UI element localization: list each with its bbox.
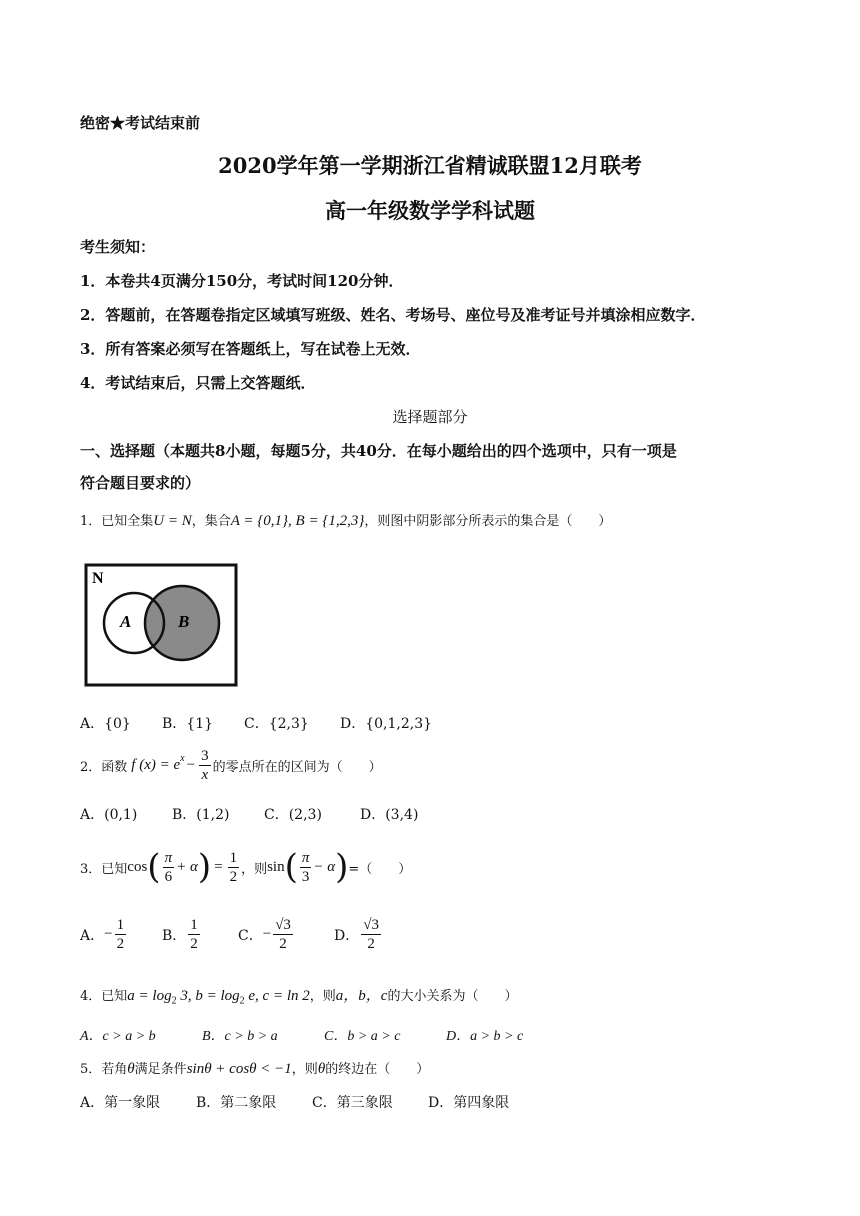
denominator: 2: [116, 936, 125, 952]
question-text: ，则: [309, 989, 336, 1004]
option-c: C．{2,3}: [244, 716, 309, 732]
denominator: 2: [229, 868, 238, 885]
option-d: D．a > b > c: [446, 1029, 524, 1044]
question-number: 1．: [80, 514, 102, 529]
theta-symbol: θ: [317, 1061, 326, 1077]
fraction: [300, 849, 312, 886]
question-4: [80, 984, 517, 1007]
question-text: 若角: [101, 1062, 128, 1077]
option-c: C．第三象限: [312, 1095, 393, 1111]
log-base: 2: [171, 995, 177, 1007]
numerator: π: [164, 849, 173, 866]
sign: −: [104, 926, 113, 942]
denominator: 2: [279, 936, 287, 952]
fraction: [188, 916, 200, 953]
question-text: ，则: [291, 1062, 318, 1077]
math-expression: A = {0,1}, B = {1,2,3}: [230, 513, 365, 529]
universe-label: N: [92, 570, 104, 587]
variables: a，b，c: [335, 988, 388, 1004]
option-b: [162, 916, 238, 953]
notice-item-4: 4．考试结束后，只需上交答题纸．: [80, 374, 316, 392]
option-d: D．(3,4): [360, 807, 419, 823]
question-text: 已知: [101, 861, 128, 877]
question-number: 3．: [80, 861, 102, 877]
option-a: [80, 916, 162, 953]
option-d: [334, 916, 383, 953]
question-text: 的大小关系为（ ）: [387, 989, 518, 1004]
option-d: D．{0,1,2,3}: [340, 716, 433, 732]
question-3: [80, 847, 411, 887]
cos-function: cos: [127, 858, 148, 875]
option-a: A．第一象限: [80, 1095, 161, 1111]
question-1: [80, 510, 611, 530]
option-b: B．{1}: [162, 716, 214, 732]
part-title: 选择题部分: [392, 408, 468, 426]
question-text: ，则: [241, 861, 268, 877]
denominator: 2: [190, 936, 198, 952]
math-expression: a = log: [127, 988, 172, 1004]
right-paren: ): [335, 847, 349, 887]
notice-item-2: 2．答题前，在答题卷指定区域填写班级、姓名、考场号、座位号及准考证号并填涂相应数字．: [80, 306, 706, 324]
numerator: π: [301, 849, 310, 866]
q5-options: [80, 1092, 509, 1112]
question-number: 2．: [80, 760, 102, 775]
exponent: x: [180, 753, 185, 764]
exam-subtitle: 高一年级数学学科试题: [325, 198, 535, 223]
math-expression: 3, b = log: [176, 988, 240, 1004]
section-instruction-line1: 一、选择题（本题共8小题，每题5分，共40分．在每小题给出的四个选项中，只有一项是: [80, 442, 677, 460]
minus-sign: −: [186, 757, 196, 773]
question-text: 已知: [101, 989, 128, 1004]
option-label: A．: [80, 927, 105, 944]
question-text: 的零点所在的区间为（ ）: [212, 760, 382, 775]
option-label: D．: [334, 927, 360, 944]
notice-item-1: 1．本卷共4页满分150分，考试时间120分钟．: [80, 272, 404, 290]
set-b-label: B: [178, 612, 190, 631]
q2-options: [80, 804, 418, 824]
denominator: 3: [301, 868, 310, 885]
question-text: 满足条件: [134, 1062, 187, 1077]
fraction: [115, 916, 127, 953]
fraction: [273, 916, 293, 953]
numerator: 1: [229, 849, 238, 866]
option-a: A．(0,1): [80, 807, 138, 823]
math-expression: sinθ + cosθ < −1: [186, 1061, 292, 1077]
question-number: 4．: [80, 989, 102, 1004]
math-expression: f (x) = e: [131, 757, 181, 773]
question-text: 已知全集: [101, 514, 154, 529]
math-expression: e, c = ln 2: [244, 988, 310, 1004]
exam-title: 2020学年第一学期浙江省精诚联盟12月联考: [218, 153, 642, 178]
option-a: A．c > a > b: [80, 1029, 156, 1044]
question-2: [80, 747, 382, 784]
denominator: x: [201, 767, 209, 783]
option-a: A．{0}: [80, 716, 131, 732]
fraction: [228, 849, 240, 886]
set-a-label: A: [120, 612, 132, 631]
math-expression: U = N: [153, 513, 192, 529]
question-text: 函数: [101, 760, 128, 775]
fraction: [361, 916, 381, 953]
question-text: 的终边在（ ）: [325, 1062, 430, 1077]
numerator: 1: [116, 917, 125, 933]
theta-symbol: θ: [127, 1061, 135, 1077]
question-number: 5．: [80, 1062, 102, 1077]
numerator: 3: [201, 748, 209, 764]
denominator: 6: [164, 868, 173, 885]
notice-heading: 考生须知：: [80, 238, 156, 256]
option-b: B．第二象限: [196, 1095, 277, 1111]
question-text: =（ ）: [348, 861, 412, 877]
left-paren: (: [147, 847, 161, 887]
log-base: 2: [239, 995, 245, 1007]
sin-function: sin: [267, 858, 285, 875]
math-expression: + α: [176, 858, 198, 875]
fraction: [163, 849, 175, 886]
sign: −: [262, 926, 272, 942]
question-text: ，集合: [191, 514, 231, 529]
numerator: √3: [363, 917, 379, 933]
option-b: B．(1,2): [172, 807, 230, 823]
question-text: ，则图中阴影部分所表示的集合是（ ）: [364, 514, 612, 529]
q1-options: [80, 713, 432, 733]
fraction: [199, 747, 211, 784]
math-expression: − α: [313, 858, 336, 875]
equals-sign: =: [214, 858, 223, 875]
secret-mark: 绝密★考试结束前: [80, 114, 201, 132]
notice-item-3: 3．所有答案必须写在答题纸上，写在试卷上无效．: [80, 340, 421, 358]
q4-options: [80, 1025, 523, 1045]
option-c: C．b > a > c: [324, 1029, 401, 1044]
option-label: C．: [238, 927, 263, 944]
left-paren: (: [284, 847, 298, 887]
option-label: B．: [162, 927, 187, 944]
question-5: [80, 1058, 429, 1078]
numerator: 1: [190, 917, 198, 933]
venn-diagram: [84, 563, 238, 687]
option-c: C．(2,3): [264, 807, 322, 823]
denominator: 2: [367, 936, 375, 952]
option-c: [238, 916, 334, 953]
right-paren: ): [197, 847, 212, 887]
option-d: D．第四象限: [428, 1095, 510, 1111]
option-b: B．c > b > a: [202, 1029, 278, 1044]
section-instruction-line2: 符合题目要求的）: [80, 474, 201, 492]
q3-options: [80, 916, 383, 953]
numerator: √3: [275, 917, 291, 933]
